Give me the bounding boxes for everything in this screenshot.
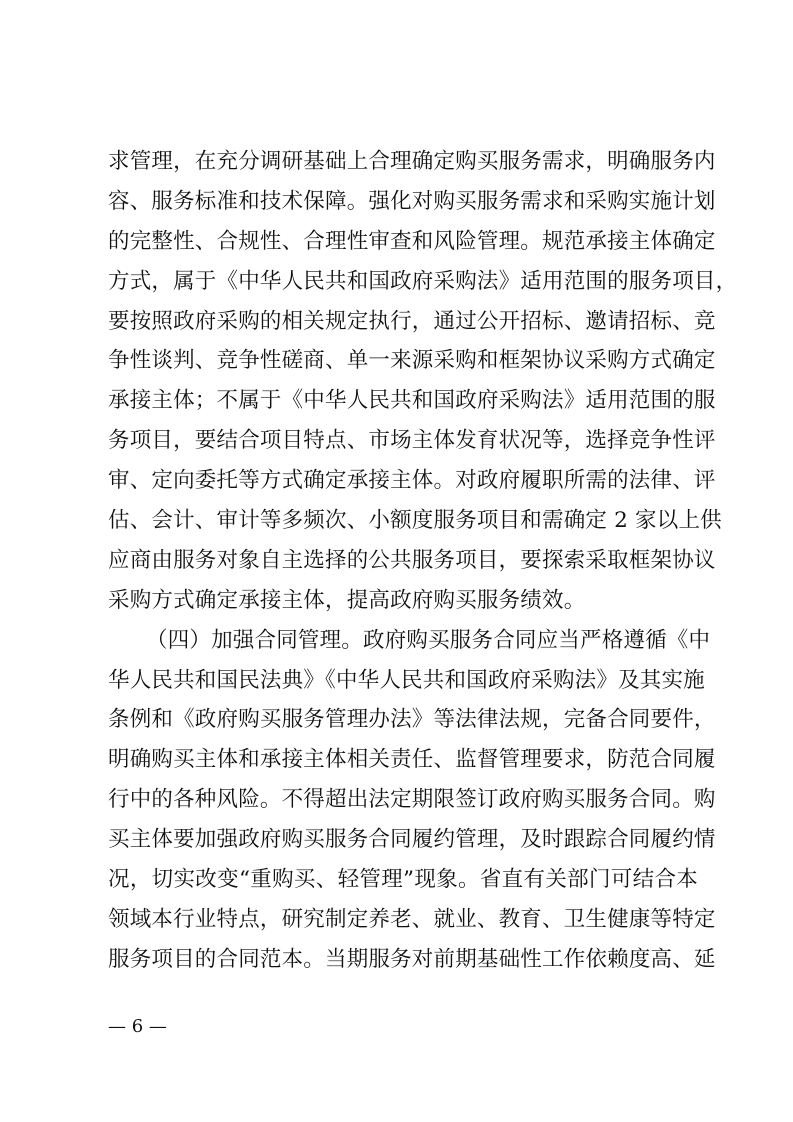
body-text: [108, 142, 738, 980]
page-number: — 6 —: [108, 1016, 167, 1037]
text-line: 求管理，在充分调研基础上合理确定购买服务需求，明确服务内: [108, 149, 716, 174]
text-line: 行中的各种风险。不得超出法定期限签订政府购买服务合同。购: [108, 787, 716, 813]
text-line: 承接主体；不属于《中华人民共和国政府采购法》适用范围的服: [108, 388, 716, 414]
text-line: 领域本行业特点，研究制定养老、就业、教育、卫生健康等特定: [108, 906, 716, 932]
text-line: 况，切实改变“重购买、轻管理”现象。省直有关部门可结合本: [108, 867, 698, 893]
text-line: 要按照政府采购的相关规定执行，通过公开招标、邀请招标、竞: [108, 308, 716, 334]
text-line: 买主体要加强政府购买服务合同履约管理，及时跟踪合同履约情: [108, 827, 716, 853]
text-line: 务项目，要结合项目特点、市场主体发育状况等，选择竞争性评: [108, 428, 716, 454]
text-line: 明确购买主体和承接主体相关责任、监督管理要求，防范合同履: [108, 747, 716, 773]
text-line: 应商由服务对象自主选择的公共服务项目，要探索采取框架协议: [108, 547, 716, 573]
text-line: 服务项目的合同范本。当期服务对前期基础性工作依赖度高、延: [108, 946, 716, 972]
text-line: 方式，属于《中华人民共和国政府采购法》适用范围的服务项目，: [108, 268, 738, 294]
text-line: 的完整性、合规性、合理性审查和风险管理。规范承接主体确定: [108, 228, 716, 254]
text-line: 条例和《政府购买服务管理办法》等法律法规，完备合同要件，: [108, 707, 716, 733]
text-line: 华人民共和国民法典》《中华人民共和国政府采购法》及其实施: [108, 667, 705, 693]
text-line: 争性谈判、竞争性磋商、单一来源采购和框架协议采购方式确定: [108, 348, 716, 374]
text-line: 容、服务标准和技术保障。强化对购买服务需求和采购实施计划: [108, 188, 716, 214]
text-line: 审、定向委托等方式确定承接主体。对政府履职所需的法律、评: [108, 468, 716, 494]
text-line: 采购方式确定承接主体，提高政府购买服务绩效。: [108, 587, 586, 613]
text-line: 估、会计、审计等多频次、小额度服务项目和需确定 2 家以上供: [108, 508, 722, 534]
section-heading-line: （四）加强合同管理。政府购买服务合同应当严格遵循《中: [146, 627, 711, 653]
